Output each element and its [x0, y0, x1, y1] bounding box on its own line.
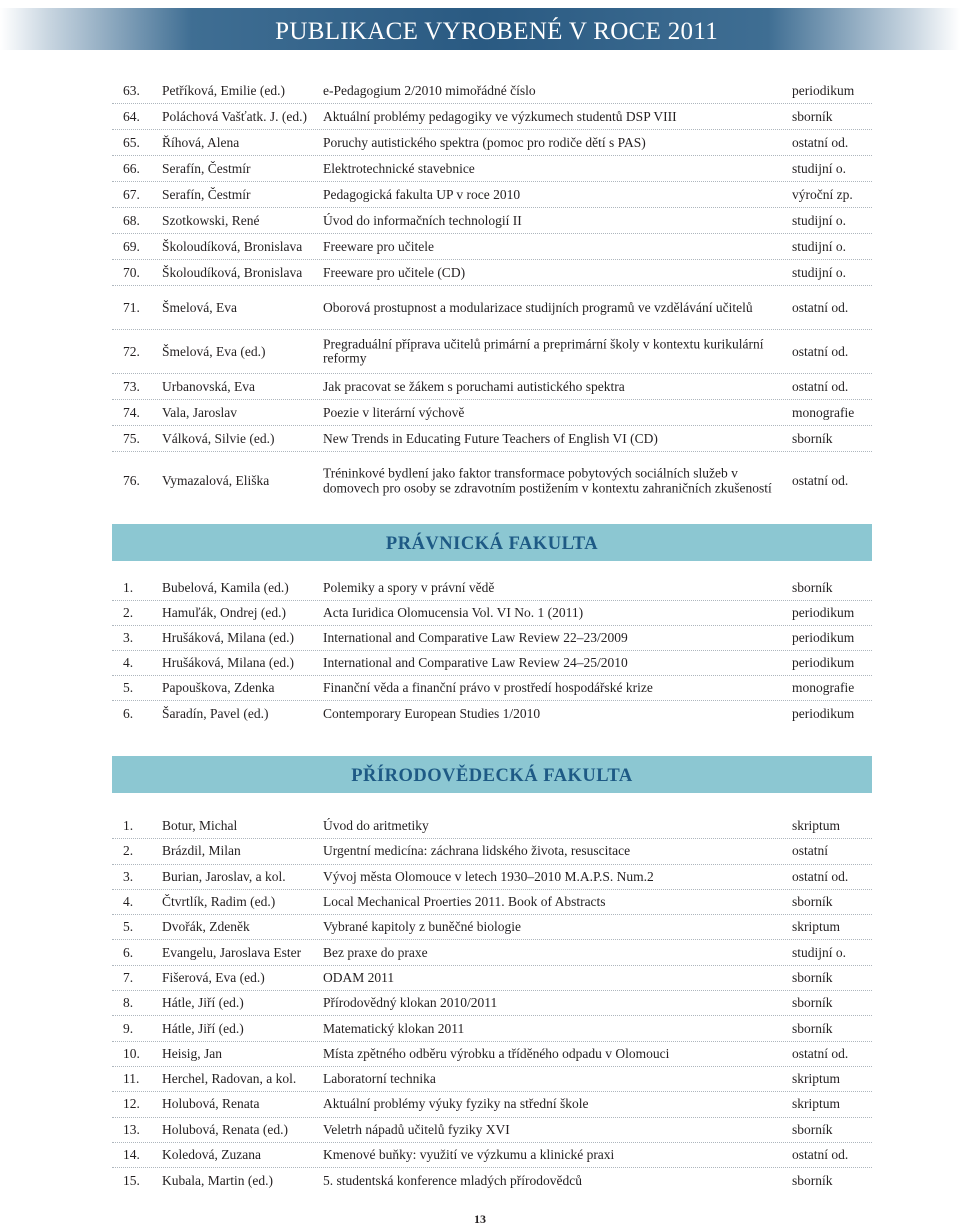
item-title: Laboratorní technika: [323, 1071, 436, 1087]
item-type: ostatní od.: [792, 1147, 849, 1162]
item-number: 4.: [123, 894, 134, 910]
item-author: Dvořák, Zdeněk: [162, 919, 250, 935]
item-type: výroční zp.: [792, 186, 853, 202]
item-author: Vala, Jaroslav: [162, 404, 237, 420]
item-author: Kubala, Martin (ed.): [162, 1172, 273, 1188]
item-type: skriptum: [792, 818, 841, 834]
item-title: 5. studentská konference mladých přírodovědců: [323, 1172, 583, 1188]
item-type: monografie: [792, 404, 855, 420]
item-number: 68.: [123, 212, 140, 228]
list-item: [112, 865, 872, 890]
item-title: Kmenové buňky: využití ve výzkumu a klinické praxi: [323, 1147, 615, 1162]
item-title: Přírodovědný klokan 2010/2011: [323, 995, 498, 1011]
item-type: sborník: [792, 1020, 833, 1036]
item-author: Hrušáková, Milana (ed.): [162, 655, 294, 670]
item-number: 66.: [123, 160, 140, 176]
item-number: 2.: [123, 843, 134, 859]
item-number: 10.: [123, 1045, 140, 1061]
list-item: [112, 1092, 872, 1117]
item-number: 67.: [123, 186, 140, 202]
list-item: [112, 286, 872, 330]
item-author: Školoudíková, Bronislava: [162, 238, 303, 254]
item-author: Koledová, Zuzana: [162, 1147, 261, 1162]
list-item: [112, 182, 872, 208]
list-item: [112, 814, 872, 839]
item-title: Vývoj města Olomouce v letech 1930–2010 M.A.P.S. Num.2: [323, 868, 654, 884]
item-type: sborník: [792, 894, 833, 910]
item-title: Finanční věda a finanční právo v prostředí hospodářské krize: [323, 680, 653, 695]
item-author: Říhová, Alena: [162, 134, 240, 150]
list-item: [112, 991, 872, 1016]
item-title: Vybrané kapitoly z buněčné biologie: [323, 919, 521, 935]
section-header-pravnicka: [112, 524, 872, 561]
item-author: Serafín, Čestmír: [162, 160, 251, 176]
item-title: Pedagogická fakulta UP v roce 2010: [323, 186, 521, 202]
item-number: 2.: [123, 605, 134, 620]
list-item: [112, 890, 872, 915]
list-item: [112, 234, 872, 260]
list-item: [112, 1016, 872, 1041]
item-author: Holubová, Renata (ed.): [162, 1121, 288, 1137]
item-title: Freeware pro učitele: [323, 238, 434, 254]
item-title: Pregraduální příprava učitelů primární a preprimární školy v kontextu kurikulární reformy: [323, 336, 764, 366]
item-type: ostatní od.: [792, 378, 849, 394]
list-item: [112, 576, 872, 601]
list-item: [112, 156, 872, 182]
item-type: sborník: [792, 1121, 833, 1137]
item-number: 5.: [123, 680, 134, 695]
item-title: e-Pedagogium 2/2010 mimořádné číslo: [323, 82, 536, 98]
item-type: sborník: [792, 1172, 833, 1188]
item-title: Tréninkové bydlení jako faktor transformace pobytových sociálních služeb v domovech pro osoby se zdravotním postižením v kontextu zahraničních zkušeností: [323, 465, 772, 495]
list-item: [112, 676, 872, 701]
list-item: [112, 374, 872, 400]
item-title: Poezie v literární výchově: [323, 404, 465, 420]
item-type: ostatní od.: [792, 134, 849, 150]
item-author: Herchel, Radovan, a kol.: [162, 1071, 297, 1087]
list-item: [112, 426, 872, 452]
item-type: periodikum: [792, 630, 855, 645]
list-item: [112, 1143, 872, 1168]
item-number: 1.: [123, 580, 134, 595]
item-author: Vymazalová, Eliška: [162, 473, 270, 488]
item-title: Veletrh nápadů učitelů fyziky XVI: [323, 1121, 510, 1137]
list-item: [112, 1042, 872, 1067]
item-type: ostatní od.: [792, 343, 849, 359]
item-number: 64.: [123, 108, 140, 124]
list-item: [112, 915, 872, 940]
publication-list-prirodovedecka: [112, 814, 872, 1193]
item-title: Aktuální problémy pedagogiky ve výzkumech studentů DSP VIII: [323, 108, 677, 124]
item-author: Urbanovská, Eva: [162, 378, 255, 394]
list-item: [112, 452, 872, 510]
item-type: ostatní od.: [792, 868, 849, 884]
list-item: [112, 78, 872, 104]
item-type: periodikum: [792, 705, 855, 721]
item-title: Matematický klokan 2011: [323, 1020, 465, 1036]
item-type: ostatní od.: [792, 299, 849, 315]
item-author: Poláchová Vašťatk. J. (ed.): [162, 108, 307, 124]
item-number: 13.: [123, 1121, 140, 1137]
list-item: [112, 701, 872, 726]
item-type: ostatní: [792, 843, 828, 859]
item-type: ostatní od.: [792, 1045, 849, 1061]
item-title: International and Comparative Law Review 24–25/2010: [323, 655, 628, 670]
item-type: sborník: [792, 995, 833, 1011]
item-number: 75.: [123, 430, 140, 446]
item-title: Aktuální problémy výuky fyziky na střední škole: [323, 1096, 589, 1112]
item-title: Acta Iuridica Olomucensia Vol. VI No. 1 (2011): [323, 605, 584, 620]
item-number: 1.: [123, 818, 134, 834]
item-author: Heisig, Jan: [162, 1045, 222, 1061]
list-item: [112, 651, 872, 676]
item-number: 11.: [123, 1071, 140, 1087]
item-title: Polemiky a spory v právní vědě: [323, 580, 495, 595]
item-title: ODAM 2011: [323, 969, 395, 985]
item-author: Hátle, Jiří (ed.): [162, 1020, 244, 1036]
item-number: 14.: [123, 1147, 140, 1162]
item-title: International and Comparative Law Review 22–23/2009: [323, 630, 628, 645]
item-number: 12.: [123, 1096, 140, 1112]
item-type: periodikum: [792, 82, 855, 98]
item-type: periodikum: [792, 605, 855, 620]
item-type: skriptum: [792, 1071, 841, 1087]
item-title: Poruchy autistického spektra (pomoc pro rodiče dětí s PAS): [323, 134, 646, 150]
list-item: [112, 130, 872, 156]
item-type: studijní o.: [792, 944, 847, 960]
item-number: 7.: [123, 969, 134, 985]
item-number: 70.: [123, 264, 140, 280]
list-item: [112, 966, 872, 991]
list-item: [112, 208, 872, 234]
item-type: sborník: [792, 108, 833, 124]
item-number: 3.: [123, 630, 134, 645]
list-item: [112, 400, 872, 426]
item-type: periodikum: [792, 655, 855, 670]
item-number: 9.: [123, 1020, 134, 1036]
item-type: skriptum: [792, 1096, 841, 1112]
item-author: Hátle, Jiří (ed.): [162, 995, 244, 1011]
item-number: 15.: [123, 1172, 140, 1188]
item-author: Hamuľák, Ondrej (ed.): [162, 605, 286, 620]
item-number: 72.: [123, 343, 140, 359]
section-title: PRÁVNICKÁ FAKULTA: [385, 534, 599, 554]
item-author: Hrušáková, Milana (ed.): [162, 630, 294, 645]
publication-list-pedagogicka: [112, 78, 872, 510]
section-header-prirodovedecka: [112, 756, 872, 793]
list-item: [112, 104, 872, 130]
item-author: Petříková, Emilie (ed.): [162, 82, 285, 98]
item-number: 76.: [123, 473, 140, 488]
item-author: Čtvrtlík, Radim (ed.): [162, 894, 276, 910]
item-title: Urgentní medicína: záchrana lidského života, resuscitace: [323, 843, 631, 859]
list-item: [112, 1168, 872, 1193]
item-author: Šmelová, Eva (ed.): [162, 343, 266, 359]
item-number: 6.: [123, 944, 134, 960]
list-item: [112, 260, 872, 286]
page-title: PUBLIKACE VYROBENÉ V ROCE 2011: [275, 18, 718, 45]
item-type: studijní o.: [792, 212, 847, 228]
item-title: Místa zpětného odběru výrobku a tříděného odpadu v Olomouci: [323, 1045, 670, 1061]
item-number: 74.: [123, 404, 140, 420]
item-type: skriptum: [792, 919, 841, 935]
item-type: studijní o.: [792, 238, 847, 254]
item-type: studijní o.: [792, 264, 847, 280]
item-author: Papouškova, Zdenka: [162, 680, 275, 695]
item-author: Šmelová, Eva: [162, 299, 237, 315]
item-title: Freeware pro učitele (CD): [323, 264, 466, 280]
item-title: New Trends in Educating Future Teachers of English VI (CD): [323, 430, 658, 446]
section-title: PŘÍRODOVĚDECKÁ FAKULTA: [351, 766, 633, 786]
item-title: Elektrotechnické stavebnice: [323, 160, 475, 176]
item-author: Šaradín, Pavel (ed.): [162, 705, 269, 721]
item-type: sborník: [792, 969, 833, 985]
item-author: Brázdil, Milan: [162, 843, 241, 859]
item-title: Oborová prostupnost a modularizace studijních programů ve vzdělávání učitelů: [323, 299, 753, 315]
list-item: [112, 626, 872, 651]
item-number: 63.: [123, 82, 140, 98]
item-title: Local Mechanical Proerties 2011. Book of Abstracts: [323, 894, 606, 910]
item-author: Holubová, Renata: [162, 1096, 260, 1112]
list-item: [112, 330, 872, 374]
item-author: Burian, Jaroslav, a kol.: [162, 868, 286, 884]
item-title: Jak pracovat se žákem s poruchami autistického spektra: [323, 378, 625, 394]
item-number: 73.: [123, 378, 140, 394]
item-number: 71.: [123, 299, 140, 315]
item-type: sborník: [792, 430, 833, 446]
item-number: 3.: [123, 868, 134, 884]
item-author: Školoudíková, Bronislava: [162, 264, 303, 280]
list-item: [112, 601, 872, 626]
list-item: [112, 1067, 872, 1092]
item-author: Fišerová, Eva (ed.): [162, 969, 265, 985]
item-number: 65.: [123, 134, 140, 150]
item-title: Úvod do aritmetiky: [323, 818, 429, 834]
item-number: 69.: [123, 238, 140, 254]
item-type: monografie: [792, 680, 855, 695]
item-author: Válková, Silvie (ed.): [162, 430, 275, 446]
item-type: sborník: [792, 580, 833, 595]
item-type: studijní o.: [792, 160, 847, 176]
item-number: 8.: [123, 995, 134, 1011]
item-author: Szotkowski, René: [162, 212, 260, 228]
item-author: Evangelu, Jaroslava Ester: [162, 944, 302, 960]
item-number: 5.: [123, 919, 134, 935]
item-title: Contemporary European Studies 1/2010: [323, 705, 541, 721]
list-item: [112, 940, 872, 965]
item-author: Bubelová, Kamila (ed.): [162, 580, 289, 595]
page-number: 13: [474, 1212, 486, 1226]
publication-list-pravnicka: [112, 576, 872, 726]
list-item: [112, 1118, 872, 1143]
item-title: Úvod do informačních technologií II: [323, 212, 522, 228]
item-title: Bez praxe do praxe: [323, 944, 428, 960]
list-item: [112, 839, 872, 864]
item-author: Botur, Michal: [162, 818, 238, 834]
page-banner: [0, 8, 960, 50]
item-author: Serafín, Čestmír: [162, 186, 251, 202]
item-type: ostatní od.: [792, 473, 849, 488]
item-number: 6.: [123, 705, 134, 721]
item-number: 4.: [123, 655, 134, 670]
